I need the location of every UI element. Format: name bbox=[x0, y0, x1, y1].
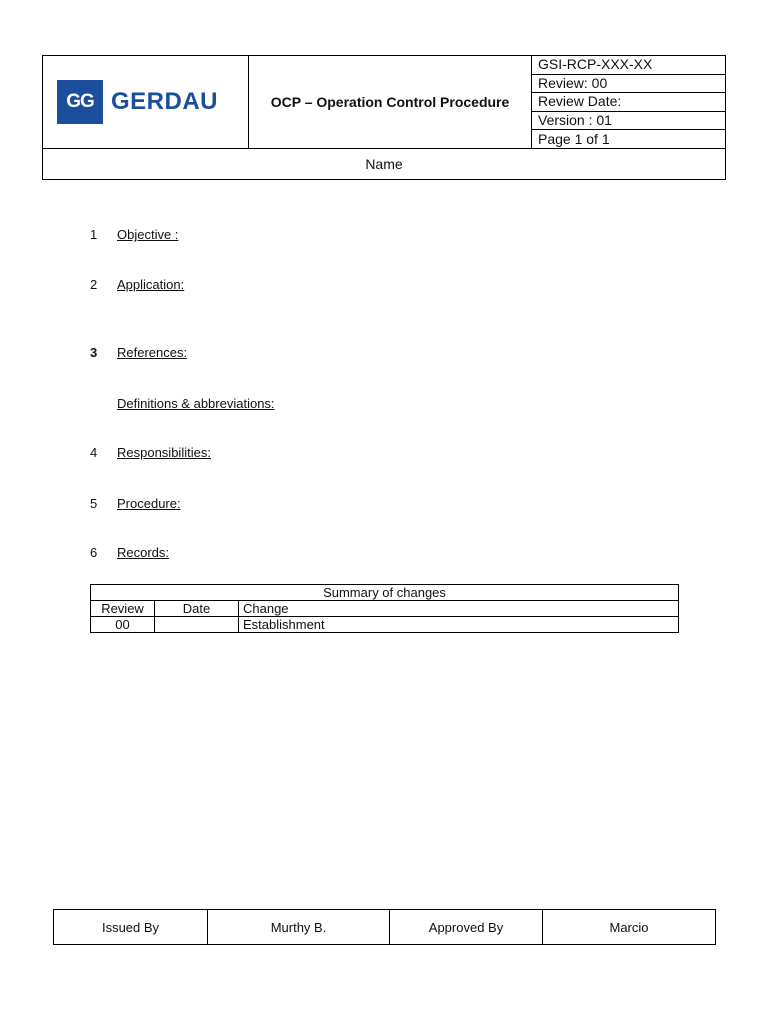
document-code: GSI-RCP-XXX-XX bbox=[532, 56, 726, 75]
review-date: Review Date: bbox=[532, 93, 726, 112]
section-label: References: bbox=[117, 345, 188, 360]
section-label: Objective : bbox=[117, 227, 179, 242]
version: Version : 01 bbox=[532, 111, 726, 130]
table-row bbox=[91, 617, 679, 633]
section-label: Application: bbox=[117, 277, 185, 292]
section-label: Responsibilities: bbox=[117, 445, 211, 460]
name-field: Name bbox=[43, 149, 726, 180]
section-number: 6 bbox=[90, 545, 98, 560]
section-number: 1 bbox=[90, 227, 98, 242]
section-number: 5 bbox=[90, 496, 98, 511]
section-label: Procedure: bbox=[117, 496, 181, 511]
section-number: 2 bbox=[90, 277, 98, 292]
review-number: Review: 00 bbox=[532, 74, 726, 93]
logo-cell bbox=[43, 56, 249, 149]
row-date bbox=[155, 617, 239, 633]
row-change: Establishment bbox=[239, 617, 679, 633]
column-header-review: Review bbox=[91, 601, 155, 617]
approval-footer-table bbox=[53, 909, 716, 945]
section-number: 4 bbox=[90, 445, 98, 460]
section-procedure bbox=[90, 496, 181, 511]
gerdau-logo-icon: GG bbox=[57, 80, 103, 124]
column-header-change: Change bbox=[239, 601, 679, 617]
issued-by-value: Murthy B. bbox=[208, 910, 390, 945]
gerdau-logo bbox=[43, 80, 248, 124]
approved-by-value: Marcio bbox=[543, 910, 716, 945]
section-number: 3 bbox=[90, 345, 98, 360]
row-review: 00 bbox=[91, 617, 155, 633]
summary-of-changes-table bbox=[90, 584, 679, 633]
approved-by-label: Approved By bbox=[390, 910, 543, 945]
section-responsibilities bbox=[90, 445, 211, 460]
document-header bbox=[42, 55, 726, 180]
section-label: Records: bbox=[117, 545, 170, 560]
section-objective bbox=[90, 227, 178, 242]
issued-by-label: Issued By bbox=[54, 910, 208, 945]
section-records bbox=[90, 545, 169, 560]
section-references bbox=[90, 345, 187, 360]
page-number: Page 1 of 1 bbox=[532, 130, 726, 149]
section-definitions: Definitions & abbreviations: bbox=[117, 396, 275, 411]
summary-title: Summary of changes bbox=[91, 585, 679, 601]
gerdau-logo-text: GERDAU bbox=[111, 88, 219, 115]
document-title: OCP – Operation Control Procedure bbox=[249, 56, 532, 149]
column-header-date: Date bbox=[155, 601, 239, 617]
section-application bbox=[90, 277, 184, 292]
